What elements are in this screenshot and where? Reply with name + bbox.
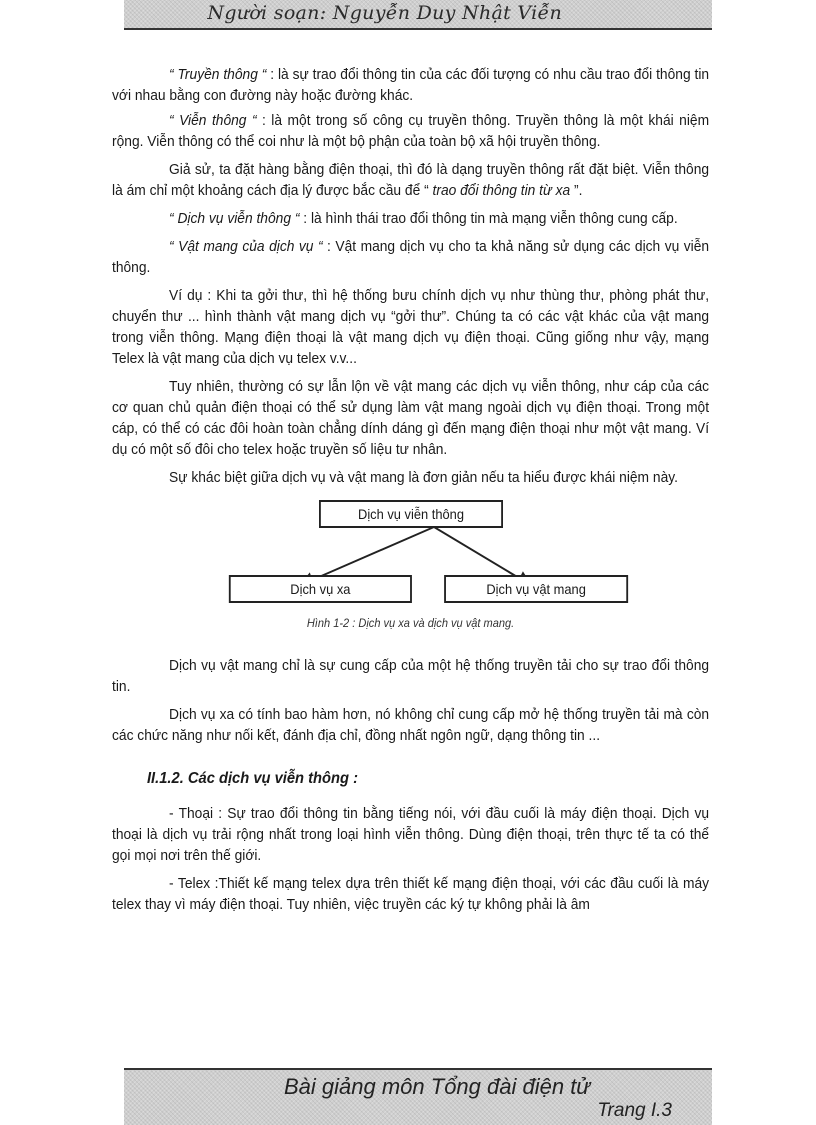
term: “ Viễn thông “ [169, 112, 257, 129]
paragraph-dich-vu-xa: Dịch vụ xa có tính bao hàm hơn, nó không chỉ cung cấp mở hệ thống truyền tải mà còn các chức năng như nối kết, đánh địa chỉ, đồng nhất ngôn ngữ, dạng thông tin ... [112, 706, 710, 744]
box-dich-vu-vat-mang: Dịch vụ vật mang [444, 575, 628, 603]
paragraph-vi-du: Ví dụ : Khi ta gởi thư, thì hệ thống bưu chính dịch vụ như thùng thư, phòng phát thư, chuyển thư ... hình thành vật mang dịch vụ “gởi thư”. Chúng ta có các vật khác của vật mang trong viễn thông. Mạng điện thoại là vật mang dịch vụ điện thoại. Cũng giống như vậy, mạng Telex là vật mang của dịch vụ telex v.v... [112, 287, 710, 367]
paragraph-truyen-thong: “ Truyền thông “ : là sự trao đổi thông tin của các đối tượng có nhu cầu trao đổi thông tin với nhau bằng con đường này hoặc đường khác. [112, 66, 710, 104]
course-title: Bài giảng môn Tổng đài điện tử [284, 1074, 591, 1099]
paragraph-example-order: Giả sử, ta đặt hàng bằng điện thoại, thì đó là dạng truyền thông rất đặt biệt. Viễn thông là ám chỉ một khoảng cách địa lý được bắc cầu để “ trao đổi thông tin từ xa ”. [112, 161, 710, 199]
figure-caption: Hình 1-2 : Dịch vụ xa và dịch vụ vật mang. [306, 616, 515, 630]
box-dich-vu-xa: Dịch vụ xa [229, 575, 412, 603]
service-diagram [112, 490, 709, 630]
paragraph-tuy-nhien: Tuy nhiên, thường có sự lẫn lộn về vật mang các dịch vụ viễn thông, như cáp của các cơ quan chủ quản điện thoại có thể sử dụng làm vật mang ngoài dịch vụ điện thoại. Trong một cáp, có thể có các đôi hoàn toàn chẳng dính dáng gì đến mạng điện thoại như một vật mang. Ví dụ có một số đôi cho telex hoặc truyền số liệu tư nhân. [112, 378, 710, 458]
page-content [112, 64, 710, 922]
author-line: Người soạn: Nguyễn Duy Nhật Viễn [207, 2, 562, 24]
page-footer [124, 1068, 712, 1125]
paragraph-telex: - Telex :Thiết kế mạng telex dựa trên thiết kế mạng điện thoại, với các đầu cuối là máy telex thay vì máy điện thoại. Tuy nhiên, việc truyền các ký tự không phải là âm [112, 875, 710, 913]
term: “ Dịch vụ viễn thông “ [169, 210, 300, 227]
paragraph-su-khac-biet: Sự khác biệt giữa dịch vụ và vật mang là đơn giản nếu ta hiểu được khái niệm này. [169, 469, 678, 486]
page-header [124, 0, 712, 30]
paragraph-dich-vu-vat-mang: Dịch vụ vật mang chỉ là sự cung cấp của một hệ thống truyền tải cho sự trao đổi thông tin. [112, 657, 710, 695]
page-number: Trang I.3 [597, 1100, 672, 1121]
paragraph-vien-thong: “ Viễn thông “ : là một trong số công cụ truyền thông. Truyền thông là một khái niệm rộng. Viễn thông có thể coi như là một bộ phận của toàn bộ xã hội truyền thông. [112, 112, 710, 150]
paragraph-dich-vu-vien-thong: “ Dịch vụ viễn thông “ : là hình thái trao đổi thông tin mà mạng viễn thông cung cấp. [169, 210, 678, 227]
term: “ Truyền thông “ [169, 66, 267, 83]
paragraph-thoai: - Thoại : Sự trao đổi thông tin bằng tiếng nói, với đầu cuối là máy điện thoại. Dịch vụ thoại là dịch vụ trải rộng nhất trong loại hình viễn thông. Dùng điện thoại, trên thực tế ta có thể gọi mọi nơi trên thế giới. [112, 805, 710, 864]
box-dich-vu-vien-thong: Dịch vụ viễn thông [319, 500, 503, 528]
paragraph-vat-mang: “ Vật mang của dịch vụ “ : Vật mang dịch vụ cho ta khả năng sử dụng các dịch vụ viễn thông. [112, 238, 710, 276]
section-heading: II.1.2. Các dịch vụ viễn thông : [146, 770, 358, 787]
term: “ Vật mang của dịch vụ “ [169, 238, 323, 255]
